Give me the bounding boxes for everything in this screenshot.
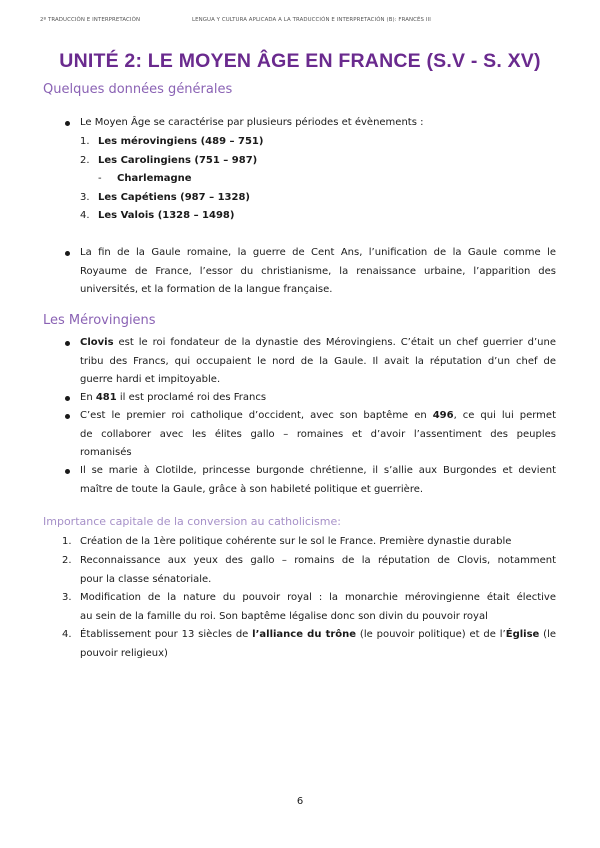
period-number: 4. xyxy=(80,210,90,221)
sub-item: Charlemagne xyxy=(117,173,192,184)
section-heading-conversion: Importance capitale de la conversion au catholicisme: xyxy=(43,515,341,528)
bullet-icon xyxy=(65,414,70,419)
item-number: 4. xyxy=(62,629,72,640)
bold-term: l’alliance du trône xyxy=(252,629,357,640)
item-number: 1. xyxy=(62,536,72,547)
conversion-item xyxy=(80,626,556,663)
period-item: Les Carolingiens (751 – 987) xyxy=(98,155,258,166)
paragraph-line: Il se marie à Clotilde, princesse burgonde chrétienne, il s’allie aux Burgondes et devient xyxy=(80,465,556,476)
paragraph-line: Établissement pour 13 siècles de l’alliance du trône (le pouvoir politique) et de l’Église (le xyxy=(80,629,557,640)
period-number: 2. xyxy=(80,155,90,166)
paragraph-line: au sein de la famille du roi. Son baptême légalise donc son divin du pouvoir royal xyxy=(80,610,488,622)
item-number: 2. xyxy=(62,555,72,566)
bullet-icon xyxy=(65,121,70,126)
period-number: 1. xyxy=(80,136,90,147)
marriage-paragraph xyxy=(80,462,556,499)
period-number: 3. xyxy=(80,192,90,203)
conversion-item xyxy=(80,589,556,626)
bullet-icon xyxy=(65,396,70,401)
paragraph-line: universités, et la formation de la langue française. xyxy=(80,284,333,295)
paragraph-line: de collaborer avec les élites gallo – romaines et d’avoir l’assentiment des peuples xyxy=(80,428,556,440)
page-title: UNITÉ 2: LE MOYEN ÂGE EN FRANCE (S.V - S. XV) xyxy=(59,50,541,72)
paragraph-line: Modification de la nature du pouvoir royal : la monarchie mérovingienne était élective xyxy=(80,592,556,603)
bold-term: Église xyxy=(505,629,540,640)
paragraph-line: La fin de la Gaule romaine, la guerre de Cent Ans, l’unification de la Gaule comme le xyxy=(80,247,556,258)
period-item: Les Capétiens (987 – 1328) xyxy=(98,192,250,203)
paragraph-line: tribu des Francs, qui occupaient le nord de la Gaule. Il avait la réputation d’un chef de xyxy=(80,355,556,367)
bold-year: 481 xyxy=(95,392,117,403)
paragraph-line: Reconnaissance aux yeux des gallo – romains de la réputation de Clovis, notamment xyxy=(80,555,556,566)
paragraph-line: pouvoir religieux) xyxy=(80,647,168,659)
bullet-icon xyxy=(65,251,70,256)
conversion-item xyxy=(80,552,556,589)
sub-dash: - xyxy=(98,173,102,184)
baptism-paragraph xyxy=(80,407,556,463)
clovis-paragraph xyxy=(80,334,556,390)
header-subject: LENGUA Y CULTURA APLICADA A LA TRADUCCIÓN E INTERPRETACIÓN (B): FRANCÉS III xyxy=(192,17,431,23)
paragraph-line: Clovis est le roi fondateur de la dynastie des Mérovingiens. C’était un chef guerrier d’une xyxy=(80,337,556,348)
proclamation-text: En 481 il est proclamé roi des Francs xyxy=(80,392,267,403)
overview-paragraph xyxy=(80,244,556,300)
bold-year: 496 xyxy=(432,410,454,421)
intro-text: Le Moyen Âge se caractérise par plusieurs périodes et évènements : xyxy=(80,117,424,128)
bold-term: Clovis xyxy=(80,337,114,348)
paragraph-line: maître de toute la Gaule, grâce à son habileté politique et guerrière. xyxy=(80,483,424,495)
conversion-item: Création de la 1ère politique cohérente sur le sol le France. Première dynastie durable xyxy=(80,536,512,547)
bullet-icon xyxy=(65,341,70,346)
paragraph-line: C’est le premier roi catholique d’occident, avec son baptême en 496, ce qui lui permet xyxy=(80,410,556,421)
header-course: 2º TRADUCCIÓN E INTERPRETACIÓN xyxy=(40,17,141,23)
paragraph-line: pour la classe sénatoriale. xyxy=(80,573,212,585)
period-item: Les Valois (1328 – 1498) xyxy=(98,210,235,221)
bullet-icon xyxy=(65,469,70,474)
paragraph-line: Royaume de France, l’essor du christianisme, la renaissance urbaine, l’apparition des xyxy=(80,265,556,277)
section-heading-merovingians: Les Mérovingiens xyxy=(43,313,156,328)
page-number: 6 xyxy=(296,796,304,807)
paragraph-line: guerre hardi et impitoyable. xyxy=(80,374,221,385)
item-number: 3. xyxy=(62,592,72,603)
paragraph-line: romanisés xyxy=(80,447,132,458)
section-heading-general: Quelques données générales xyxy=(43,82,233,97)
period-item: Les mérovingiens (489 – 751) xyxy=(98,136,264,147)
